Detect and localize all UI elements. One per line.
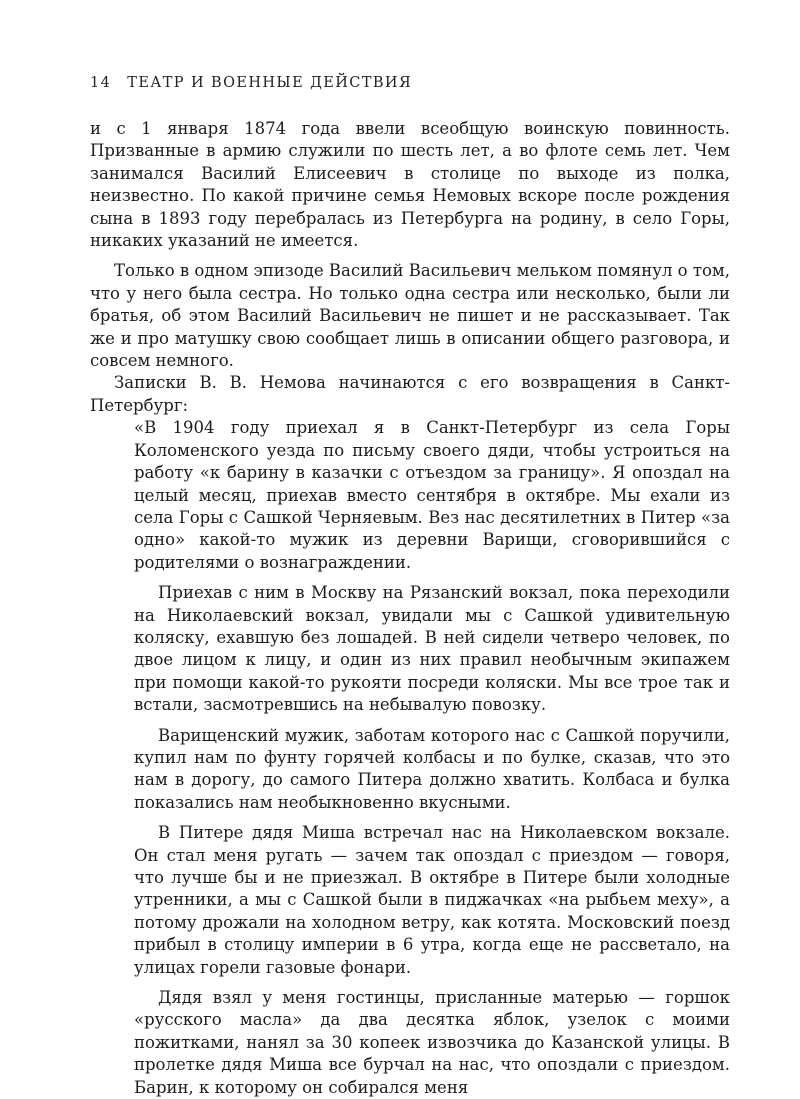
paragraph: и с 1 января 1874 года ввели всеобщую воинскую повинность. Призванные в армию служили по шесть лет, а во флоте семь лет. Чем занимался Василий Елисеевич в столице по выходе из полка, неизвестно. По какой причине семья Немовых вскоре после рождения сына в 1893 году перебралась из Петербурга на родину, в село Горы, никаких указаний не имеется. bbox=[90, 119, 730, 251]
page-number: 14 bbox=[90, 75, 112, 91]
paragraph: Только в одном эпизоде Василий Васильевич мельком помянул о том, что у него была сестра. Но только одна сестра или несколько, были ли братья, об этом Василий Васильевич не пишет и не рассказывает. Так же и про матушку свою сообщает лишь в описании общего разговора, и совсем немного. bbox=[90, 261, 730, 371]
memoir-quote bbox=[134, 417, 730, 1099]
body-text bbox=[90, 118, 730, 1099]
quote-paragraph: Дядя взял у меня гостинцы, присланные матерью — горшок «русского масла» да два десятка яблок, узелок с моими пожитками, нанял за 30 копеек извозчика до Казанской улицы. В пролетке дядя Миша все бурчал на нас, что опоздали с приездом. Барин, к которому он собирался меня bbox=[134, 988, 730, 1097]
paragraph: Записки В. В. Немова начинаются с его возвращения в Санкт-Петербург: bbox=[90, 373, 730, 415]
quote-paragraph: Приехав с ним в Москву на Рязанский вокзал, пока переходили на Николаевский вокзал, увидали мы с Сашкой удивительную коляску, ехавшую без лошадей. В ней сидели четверо человек, по двое лицом к лицу, и один из них правил необычным экипажем при помощи какой-то рукояти посреди коляски. Мы все трое так и встали, засмотревшись на небывалую повозку. bbox=[134, 583, 730, 715]
quote-paragraph: Варищенский мужик, заботам которого нас с Сашкой поручили, купил нам по фунту горячей колбасы и по булке, сказав, что это нам в дорогу, до самого Питера должно хватить. Колбаса и булка показались нам необыкновенно вкусными. bbox=[134, 725, 730, 812]
quote-paragraph: В Питере дядя Миша встречал нас на Николаевском вокзале. Он стал меня ругать — зачем так опоздал с приездом — говоря, что лучше бы и не приезжал. В октябре в Питере были холодные утренники, а мы с Сашкой были в пиджачках «на рыбьем меху», а потому дрожали на холодном ветру, как котята. Московский поезд прибыл в столицу империи в 6 утра, когда еще не рассветало, на улицах горели газовые фонари. bbox=[134, 823, 730, 977]
running-title: ТЕАТР И ВОЕННЫЕ ДЕЙСТВИЯ bbox=[127, 75, 413, 91]
quote-paragraph: «В 1904 году приехал я в Санкт-Петербург из села Горы Коломенского уезда по письму своего дяди, чтобы устроиться на работу «к барину в казачки с отъездом за границу». Я опоздал на целый месяц, приехав вместо сентября в октябре. Мы ехали из села Горы с Сашкой Черняевым. Вез нас десятилетних в Питер «за одно» какой-то мужик из деревни Варищи, сговорившийся с родителями о вознаграждении. bbox=[134, 418, 730, 572]
running-header bbox=[90, 75, 412, 91]
